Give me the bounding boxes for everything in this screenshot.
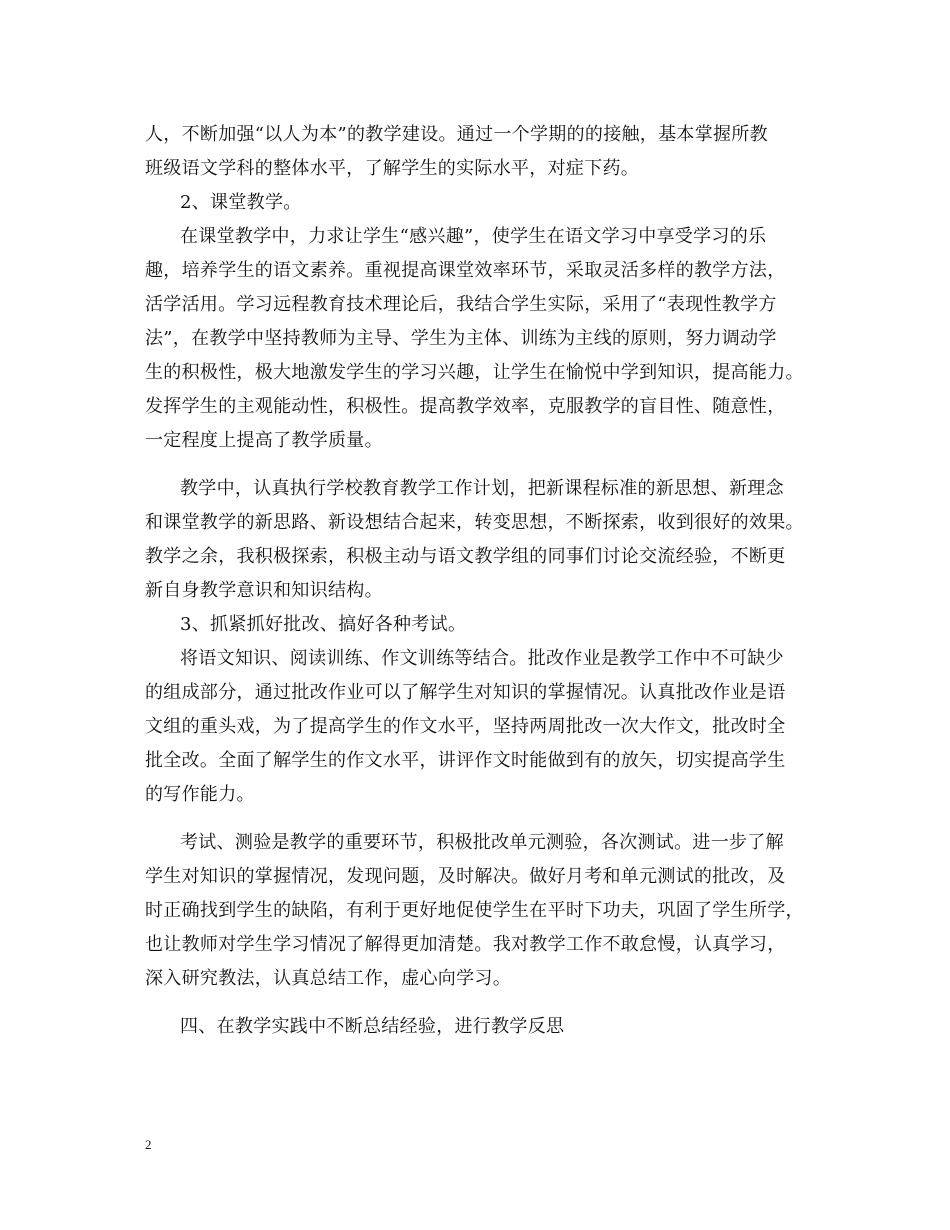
text-line: 新自身教学意识和知识结构。 <box>145 580 383 601</box>
section-heading: 四、在教学实践中不断总结经验，进行教学反思 <box>180 1016 565 1037</box>
text-line: 批全改。全面了解学生的作文水平，讲评作文时能做到有的放矢，切实提高学生 <box>145 750 786 771</box>
text-line: 的写作能力。 <box>145 784 255 805</box>
text-line: 教学之余，我积极探索，积极主动与语文教学组的同事们讨论交流经验，不断更 <box>145 546 786 567</box>
text-line: 人，不断加强“以人为本”的教学建设。通过一个学期的的接触，基本掌握所教 <box>145 124 768 145</box>
text-line: 生的积极性，极大地激发学生的学习兴趣，让学生在愉悦中学到知识，提高能力。 <box>145 362 804 383</box>
text-line: 深入研究教法，认真总结工作，虚心向学习。 <box>145 968 511 989</box>
text-line: 法”，在教学中坚持教师为主导、学生为主体、训练为主线的原则，努力调动学 <box>145 328 777 349</box>
text-line: 趣，培养学生的语文素养。重视提高课堂效率环节，采取灵活多样的教学方法， <box>145 260 786 281</box>
text-line: 也让教师对学生学习情况了解得更加清楚。我对教学工作不敢怠慢，认真学习， <box>145 934 786 955</box>
text-line: 教学中，认真执行学校教育教学工作计划，把新课程标准的新思想、新理念 <box>180 478 784 499</box>
section-heading: 3、抓紧抓好批改、搞好各种考试。 <box>180 614 467 635</box>
text-line: 班级语文学科的整体水平，了解学生的实际水平，对症下药。 <box>145 158 640 179</box>
text-line: 学生对知识的掌握情况，发现问题，及时解决。做好月考和单元测试的批改，及 <box>145 866 786 887</box>
text-line: 活学活用。学习远程教育技术理论后，我结合学生实际，采用了“表现性教学方 <box>145 294 777 315</box>
text-line: 考试、测验是教学的重要环节，积极批改单元测验，各次测试。进一步了解 <box>180 832 784 853</box>
text-line: 和课堂教学的新思路、新设想结合起来，转变思想，不断探索，收到很好的效果。 <box>145 512 804 533</box>
text-line: 文组的重头戏，为了提高学生的作文水平，坚持两周批改一次大作文，批改时全 <box>145 716 786 737</box>
text-line: 一定程度上提高了教学质量。 <box>145 430 383 451</box>
section-heading: 2、课堂教学。 <box>180 192 302 213</box>
text-line: 在课堂教学中，力求让学生“感兴趣”，使学生在语文学习中享受学习的乐 <box>180 226 767 247</box>
page-number: 2 <box>145 1137 152 1152</box>
text-line: 的组成部分，通过批改作业可以了解学生对知识的掌握情况。认真批改作业是语 <box>145 682 786 703</box>
text-line: 将语文知识、阅读训练、作文训练等结合。批改作业是教学工作中不可缺少 <box>180 648 784 669</box>
text-line: 时正确找到学生的缺陷，有利于更好地促使学生在平时下功夫，巩固了学生所学， <box>145 900 804 921</box>
text-line: 发挥学生的主观能动性，积极性。提高教学效率，克服教学的盲目性、随意性， <box>145 396 786 417</box>
